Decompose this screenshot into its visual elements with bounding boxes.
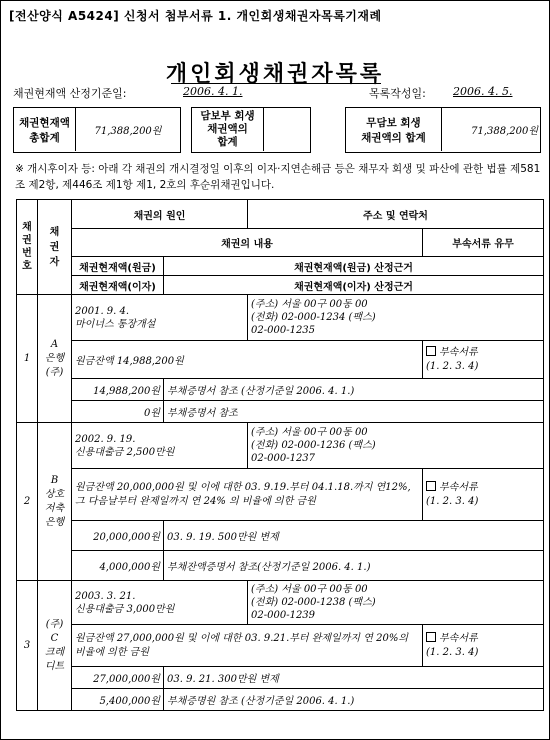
title-underline	[171, 83, 381, 84]
creditor-table	[16, 199, 544, 711]
row-1-address: (주소) 서울 00구 00동 00 (전화) 02-000-1234 (팩스) 02-000-1235	[248, 295, 544, 341]
row-3-principal: 27,000,000원	[72, 667, 164, 689]
row-2-principal: 20,000,000원	[72, 521, 164, 551]
attachment-checkbox[interactable]	[426, 632, 436, 642]
row-2-creditor: B 상호 저축 은행	[38, 423, 72, 581]
unsecured-label: 무담보 회생 채권액의 합계	[346, 108, 442, 151]
form-header: [전산양식 A5424] 신청서 첨부서류 1. 개인회생채권자목록기재례	[9, 9, 382, 23]
row-2-interest: 4,000,000원	[72, 551, 164, 581]
list-date-value: 2006. 4. 5.	[453, 85, 513, 98]
row-3-interest-basis: 부채증명원 참조 (산정기준일 2006. 4. 1.)	[164, 689, 544, 711]
subordinate-claim-note: ※ 개시후이자 등: 아래 각 채권의 개시결정일 이후의 이자·지연손해금 등은 채무자 회생 및 파산에 관한 법률 제581조 제2항, 제446조 제1항 제1, 2호의 후순위채권입니다.	[15, 163, 541, 191]
header-interest: 채권현재액(이자)	[72, 276, 164, 295]
total-label: 채권현재액 총합계	[14, 108, 76, 151]
attachment-checkbox[interactable]	[426, 346, 436, 356]
secured-label: 담보부 회생 채권액의 합계	[192, 108, 264, 151]
attachment-checkbox[interactable]	[426, 481, 436, 491]
header-number: 채권번호	[17, 200, 38, 295]
row-2-address: (주소) 서울 00구 00동 00 (전화) 02-000-1236 (팩스) 02-000-1237	[248, 423, 544, 469]
total-value: 71,388,200원	[94, 126, 162, 137]
row-3-address: (주소) 서울 00구 00동 00 (전화) 02-000-1238 (팩스) 02-000-1239	[248, 581, 544, 625]
row-3-interest: 5,400,000원	[72, 689, 164, 711]
secured-summary-box	[191, 107, 311, 153]
header-cause: 채권의 원인	[72, 200, 248, 229]
row-1-interest-basis: 부채증명서 참조	[164, 401, 544, 423]
page-title: 개인회생채권자목록	[165, 62, 385, 87]
header-principal-basis: 채권현재액(원금) 산정근거	[164, 257, 544, 276]
row-3-attachments: 부속서류 (1. 2. 3. 4)	[423, 625, 544, 667]
row-2-attachments: 부속서류 (1. 2. 3. 4)	[423, 469, 544, 521]
row-3-principal-basis: 03. 9. 21. 300만원 변제	[164, 667, 544, 689]
row-3-creditor: (주) C 크레 디트	[38, 581, 72, 711]
header-interest-basis: 채권현재액(이자) 산정근거	[164, 276, 544, 295]
header-address: 주소 및 연락처	[248, 200, 544, 229]
row-3-cause: 2003. 3. 21. 신용대출금 3,000만원	[72, 581, 248, 625]
row-1-content: 원금잔액 14,988,200원	[72, 341, 423, 379]
header-creditor: 채권자	[38, 200, 72, 295]
list-date-label: 목록작성일:	[369, 87, 426, 100]
unsecured-summary-box	[345, 107, 541, 153]
row-1-number: 1	[17, 295, 38, 423]
row-1-cause: 2001. 9. 4. 마이너스 통장개설	[72, 295, 248, 341]
row-1-creditor: A 은행 (주)	[38, 295, 72, 423]
unsecured-value: 71,388,200원	[471, 126, 538, 137]
header-content: 채권의 내용	[72, 229, 423, 257]
secured-value	[264, 108, 310, 151]
row-1-principal-basis: 부채증명서 참조 (산정기준일 2006. 4. 1.)	[164, 379, 544, 401]
row-1-attachments: 부속서류 (1. 2. 3. 4)	[423, 341, 544, 379]
total-summary-box	[13, 107, 181, 153]
row-2-interest-basis: 부채잔액증명서 참조(산정기준일 2006. 4. 1.)	[164, 551, 544, 581]
row-3-content: 원금잔액 27,000,000원 및 이에 대한 03. 9.21.부터 완제일까지 연 20%의 비율에 의한 금원	[72, 625, 423, 667]
row-3-number: 3	[17, 581, 38, 711]
row-2-content: 원금잔액 20,000,000원 및 이에 대한 03. 9.19.부터 04.1.18.까지 연12%, 그 다음날부터 완제일까지 연 24% 의 비율에 의한 금원	[72, 469, 423, 521]
basis-date-label: 채권현재액 산정기준일:	[13, 87, 127, 100]
row-2-principal-basis: 03. 9. 19. 500만원 변제	[164, 521, 544, 551]
row-2-cause: 2002. 9. 19. 신용대출금 2,500만원	[72, 423, 248, 469]
row-1-interest: 0원	[72, 401, 164, 423]
basis-date-value: 2006. 4. 1.	[183, 85, 243, 98]
header-principal: 채권현재액(원금)	[72, 257, 164, 276]
row-1-principal: 14,988,200원	[72, 379, 164, 401]
row-2-number: 2	[17, 423, 38, 581]
header-attachments: 부속서류 유무	[423, 229, 544, 257]
